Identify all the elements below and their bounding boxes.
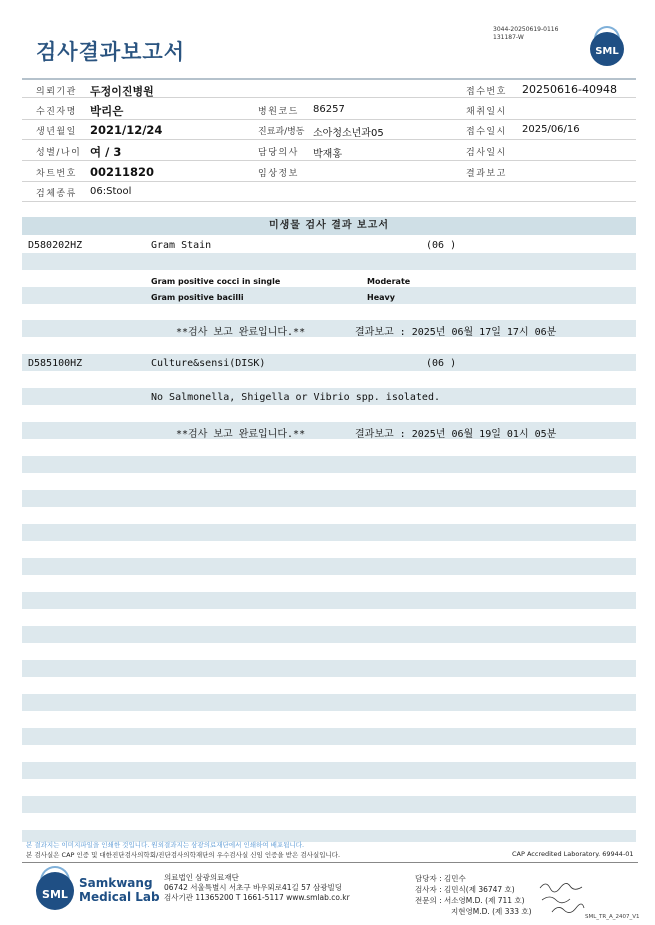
- test2-complete: **검사 보고 완료입니다.**: [176, 429, 306, 440]
- section-title: 미생물 검사 결과 보고서: [22, 217, 636, 235]
- receipt-number: 20250616-40948: [522, 83, 617, 96]
- row-band: [22, 287, 636, 304]
- test1-complete: **검사 보고 완료입니다.**: [176, 327, 306, 338]
- info-row-chart: 차트번호 00211820 임상정보 결과보고: [22, 162, 636, 182]
- footer-sml-logo-icon: SML: [36, 872, 74, 910]
- row-band: [22, 524, 636, 541]
- info-row-birth: 생년월일 2021/12/24 진료과/병동 소아청소년과05 접수일시 2025/06/16: [22, 120, 636, 140]
- result-value: Moderate: [367, 277, 411, 286]
- footer-note-cap: 본 검사실은 CAP 인증 및 대한진단검사의학회/진단검사의학재단의 우수검사실 신임 인증을 받은 검사실입니다.: [26, 851, 341, 859]
- department: 소아청소년과05: [313, 128, 384, 139]
- row-band: [22, 592, 636, 609]
- form-code: SML_TR_A_2407_V1: [585, 914, 640, 920]
- row-band: [22, 762, 636, 779]
- staff-list: 담당자 : 김민수 검사자 : 김민식(제 36747 호) 전문의 : 서소영M.D. (제 711 호) 지현영M.D. (제 333 호): [415, 874, 532, 916]
- signature-image: [538, 878, 588, 918]
- specimen-type: 06:Stool: [90, 186, 132, 197]
- row-band: [22, 660, 636, 677]
- chart-number: 00211820: [90, 165, 155, 179]
- test2-report-time: 결과보고 : 2025년 06월 19일 01시 05분: [355, 429, 557, 440]
- info-row-sex: 성별/나이 여 / 3 담당의사 박재홍 검사일시: [22, 141, 636, 161]
- test2-result: No Salmonella, Shigella or Vibrio spp. isolated.: [151, 392, 440, 403]
- row-band: [22, 490, 636, 507]
- info-row-specimen: 검체종류 06:Stool: [22, 182, 636, 202]
- test2-num: (06 ): [426, 358, 457, 369]
- test2-name: Culture&sensi(DISK): [151, 358, 266, 369]
- footer-divider: [22, 862, 638, 863]
- hospital-code: 86257: [313, 104, 345, 115]
- birth-date: 2021/12/24: [90, 123, 163, 137]
- test2-code: D585100HZ: [28, 358, 83, 369]
- doctor-name: 박재홍: [313, 149, 342, 160]
- sex-age: 여 / 3: [90, 145, 122, 159]
- test1-num: (06 ): [426, 240, 457, 251]
- test1-code: D580202HZ: [28, 240, 83, 251]
- result-item: Gram positive cocci in single: [151, 277, 281, 286]
- test1-report-time: 결과보고 : 2025년 06월 17일 17시 06분: [355, 327, 557, 338]
- result-value: Heavy: [367, 293, 395, 302]
- receipt-date: 2025/06/16: [522, 124, 580, 135]
- row-band: [22, 354, 636, 371]
- page-title: 검사결과보고서: [36, 40, 186, 64]
- row-band: [22, 694, 636, 711]
- sml-logo-icon: SML: [590, 32, 624, 66]
- result-item: Gram positive bacilli: [151, 293, 244, 302]
- row-band: [22, 728, 636, 745]
- row-band: [22, 456, 636, 473]
- test1-name: Gram Stain: [151, 240, 212, 251]
- brand-name: Samkwang Medical Lab: [79, 876, 160, 904]
- info-row-institution: 의뢰기관 두정이진병원 접수번호 20250616-40948: [22, 78, 636, 98]
- info-row-name: 수진자명 박리은 병원코드 86257 채취일시: [22, 100, 636, 120]
- row-band: [22, 253, 636, 270]
- institution-value: 두정이진병원: [90, 85, 154, 98]
- cap-accreditation: CAP Accredited Laboratory. 69944-01: [512, 850, 634, 858]
- row-band: [22, 558, 636, 575]
- footer-note-image: 본 결과지는 이미지파일을 인쇄한 것입니다. 원외결과지는 삼광의료재단에서 인쇄하여 배포됩니다.: [26, 841, 305, 849]
- patient-name: 박리은: [90, 104, 124, 118]
- row-band: [22, 796, 636, 813]
- document-id: 3044-20250619-0116 131187-W: [493, 26, 559, 41]
- row-band: [22, 626, 636, 643]
- lab-address: 의료법인 삼광의료재단 06742 서울특별시 서초구 바우뫼로41길 57 삼광빌딩 검사기관 11365200 T 1661-5117 www.smlab.co.kr: [164, 873, 350, 902]
